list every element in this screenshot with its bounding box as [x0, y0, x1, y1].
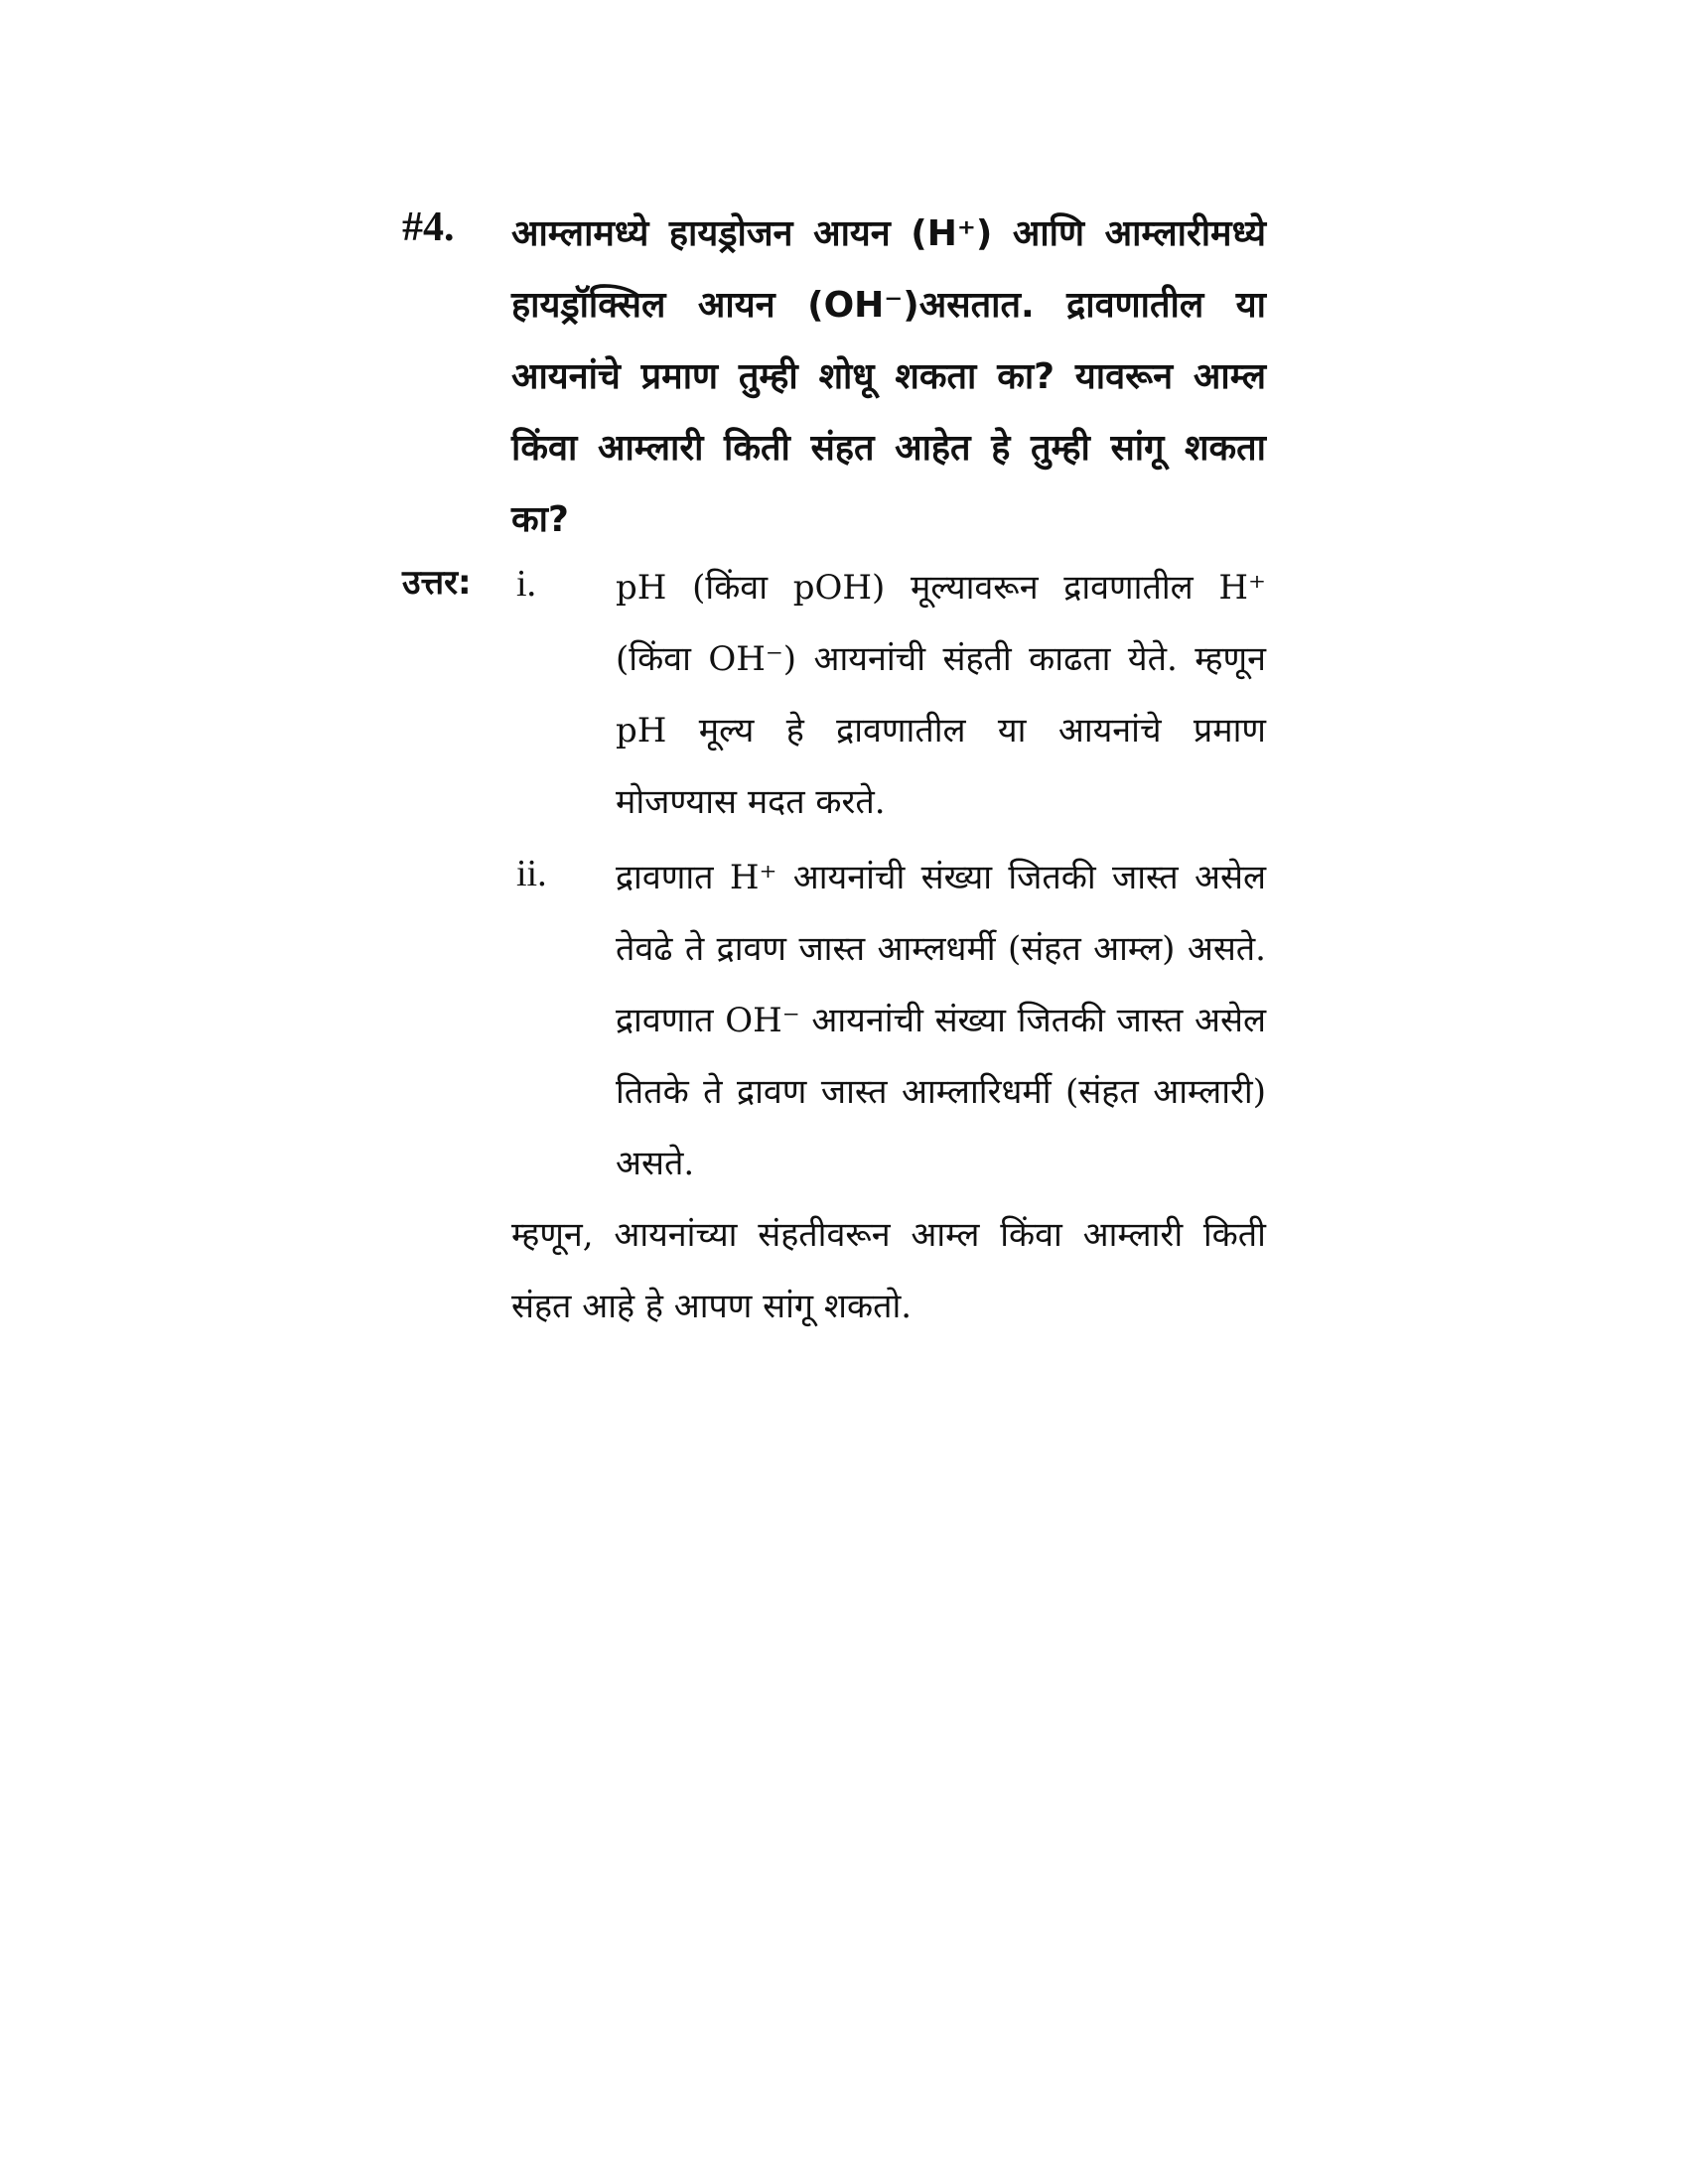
answer-conclusion: म्हणून, आयनांच्या संहतीवरून आम्ल किंवा आम्लारी किती संहत आहे हे आपण सांगू शकतो.	[511, 1215, 1266, 1326]
answer-point-marker: ii.	[516, 853, 547, 894]
answer-label: उत्तर:	[402, 563, 472, 603]
answer-point-marker: i.	[516, 563, 537, 605]
question-text: आम्लामध्ये हायड्रोजन आयन (H⁺) आणि आम्लारीमध्ये हायड्रॉक्सिल आयन (OH⁻)असतात. द्रावणातील या आयनांचे प्रमाण तुम्ही शोधू शकता का? यावरून आम्ल किंवा आम्लारी किती संहत आहेत हे तुम्ही सांगू शकता का?	[511, 213, 1266, 540]
question-number: #4.	[402, 205, 455, 250]
answer-point-text: द्रावणात H⁺ आयनांची संख्या जितकी जास्त असेल तेवढे ते द्रावण जास्त आम्लधर्मी (संहत आम्ल) असते. द्रावणात OH⁻ आयनांची संख्या जितकी जास्त असेल तितके ते द्रावण जास्त आम्लारिधर्मी (संहत आम्लारी) असते.	[616, 858, 1266, 1183]
answer-point-text: pH (किंवा pOH) मूल्यावरून द्रावणातील H⁺ (किंवा OH⁻) आयनांची संहती काढता येते. म्हणून pH मूल्य हे द्रावणातील या आयनांचे प्रमाण मोजण्यास मदत करते.	[616, 568, 1266, 822]
